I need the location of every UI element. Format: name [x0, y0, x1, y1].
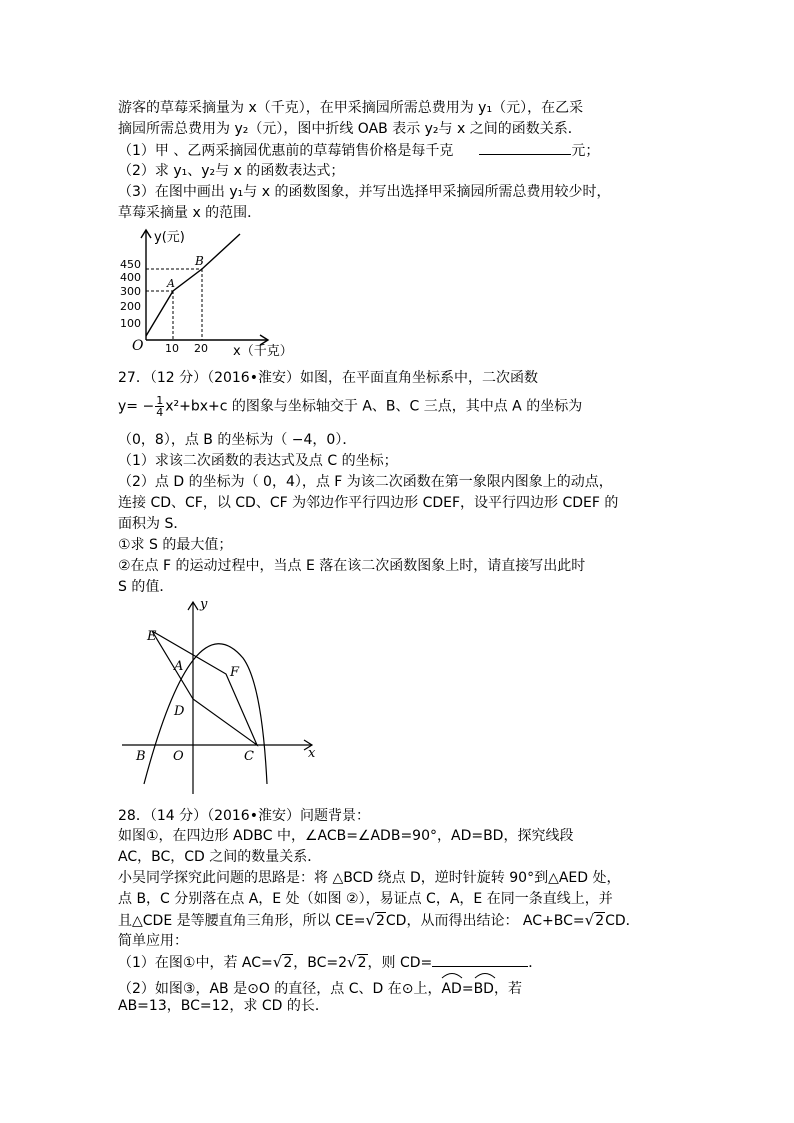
- q26-graph: [110, 224, 310, 362]
- sqrt-radicand: 2: [375, 913, 385, 929]
- sqrt-2: √2: [584, 911, 605, 929]
- line-oab: [146, 234, 240, 336]
- q27-graph: [112, 594, 322, 802]
- answer-blank[interactable]: [479, 140, 571, 155]
- q27-item-2a: （2）点 D 的坐标为（ 0，4），点 F 为该二次函数在第一象限内图象上的动点，: [118, 474, 613, 490]
- x-axis-label: x（千克）: [233, 344, 293, 359]
- y-tick-400: 400: [120, 271, 141, 284]
- q27-equation-line: [118, 395, 582, 418]
- q26-line-2: 摘园所需总费用为 y₂（元），图中折线 OAB 表示 y₂与 x 之间的函数关系．: [118, 121, 582, 137]
- q26-item-1-text: （1）甲 、乙两采摘园优惠前的草莓销售价格是每千克: [118, 143, 454, 159]
- q28-line-6-a: 且△CDE 是等腰直角三角形，所以 CE=: [118, 913, 366, 929]
- q27-eq-prefix: y= −: [118, 398, 155, 415]
- sqrt-2: √2: [347, 953, 367, 971]
- q28-item-2-a: （2）如图③，AB 是⊙O 的直径，点 C、D 在⊙上，: [118, 981, 442, 997]
- q27-sub-1: ①求 S 的最大值；: [118, 537, 233, 553]
- q27-eq-suffix: x²+bx+c 的图象与坐标轴交于 A、B、C 三点，其中点 A 的坐标为: [165, 398, 583, 415]
- x-axis-label: x: [308, 746, 316, 761]
- origin-label: O: [173, 749, 184, 764]
- point-a-label: A: [174, 659, 184, 674]
- arc-icon: [474, 971, 496, 979]
- q28-line-6: [118, 910, 640, 931]
- q28-item-1-e: ，则 CD=: [367, 955, 433, 971]
- q26-item-3b: 草莓采摘量 x 的范围．: [118, 205, 262, 221]
- q26-item-1: [118, 140, 599, 161]
- y-tick-200: 200: [120, 300, 141, 313]
- q28-line-2: 如图①，在四边形 ADBC 中，∠ACB=∠ADB=90°，AD=BD，探究线段: [118, 828, 574, 844]
- q28-line-5: 点 B，C 分别落在点 A，E 处（如图 ②），易证点 C，A，E 在同一条直线上，并: [118, 891, 613, 907]
- point-b-label: B: [195, 254, 204, 268]
- q27-sub-2a: ②在点 F 的运动过程中，当点 E 落在该二次函数图象上时，请直接写出此时: [118, 558, 586, 574]
- point-e-label: E: [147, 629, 157, 644]
- y-tick-300: 300: [120, 285, 141, 298]
- q27-item-2c: 面积为 S．: [118, 516, 188, 532]
- q28-line-6-c: CD，从而得出结论： AC+BC=: [385, 913, 585, 929]
- point-c-label: C: [244, 749, 254, 764]
- q28-line-4: 小吴同学探究此问题的思路是：将 △BCD 绕点 D，逆时针旋转 90°到△AED 处，: [118, 870, 621, 886]
- point-d-label: D: [174, 704, 185, 719]
- q28-line-6-e: CD．: [605, 913, 640, 929]
- parallelogram-cdef: [152, 631, 257, 745]
- sqrt-2: √2: [365, 911, 385, 929]
- sqrt-radicand: 2: [357, 955, 367, 971]
- q28-line-1: 28．（14 分）（2016•淮安）问题背景：: [118, 808, 370, 824]
- x-tick-10: 10: [165, 342, 179, 355]
- q27-line-3: （0，8），点 B 的坐标为（ −4，0）．: [118, 432, 357, 448]
- q28-item-2-b: ，若: [493, 981, 522, 997]
- point-a-label: A: [167, 277, 175, 290]
- fraction-numerator: 1: [156, 394, 164, 407]
- q26-item-1-unit: 元；: [571, 143, 600, 159]
- q28-line-7: 简单应用：: [118, 933, 188, 949]
- point-f-label: F: [230, 665, 240, 680]
- q26-item-2: （2）求 y₁、y₂与 x 的函数表达式；: [118, 163, 345, 179]
- y-axis-label: y(元): [154, 230, 185, 245]
- q28-line-3: AC，BC，CD 之间的数量关系．: [118, 849, 322, 865]
- q27-fraction: [155, 395, 164, 418]
- arc-icon: [441, 971, 463, 979]
- y-tick-100: 100: [120, 317, 141, 330]
- q28-item-2c: AB=13，BC=12，求 CD 的长．: [118, 998, 329, 1014]
- sqrt-radicand: 2: [283, 955, 293, 971]
- x-tick-20: 20: [194, 342, 208, 355]
- fraction-denominator: 4: [156, 406, 164, 419]
- q27-item-1: （1）求该二次函数的表达式及点 C 的坐标；: [118, 453, 398, 469]
- q27-line-1: 27．（12 分）（2016•淮安）如图，在平面直角坐标系中，二次函数: [118, 370, 538, 386]
- q28-item-1-a: （1）在图①中，若 AC=: [118, 955, 273, 971]
- sqrt-radicand: 2: [595, 913, 605, 929]
- origin-label: O: [132, 338, 144, 354]
- q28-item-1-c: ，BC=2: [293, 955, 348, 971]
- q27-item-2b: 连接 CD、CF，以 CD、CF 为邻边作平行四边形 CDEF，设平行四边形 CDEF 的: [118, 495, 619, 511]
- q26-line-1: 游客的草莓采摘量为 x（千克），在甲采摘园所需总费用为 y₁（元），在乙采: [118, 100, 584, 116]
- answer-blank[interactable]: [432, 952, 528, 967]
- sqrt-2: √2: [272, 953, 293, 971]
- q27-sub-2b: S 的值．: [118, 579, 174, 595]
- arc-ad-label: AD: [441, 981, 462, 997]
- q28-item-2-eq: =: [461, 981, 474, 997]
- q28-item-1: [118, 952, 542, 973]
- arc-ad: [441, 975, 461, 999]
- y-axis-label: y: [200, 597, 208, 612]
- q26-item-3a: （3）在图中画出 y₁与 x 的函数图象，并写出选择甲采摘园所需总费用较少时，: [118, 184, 611, 200]
- q28-item-1-f: ．: [528, 955, 543, 971]
- point-b-label: B: [136, 749, 146, 764]
- arc-bd: [474, 975, 494, 999]
- y-tick-450: 450: [120, 258, 141, 271]
- arc-bd-label: BD: [473, 981, 494, 997]
